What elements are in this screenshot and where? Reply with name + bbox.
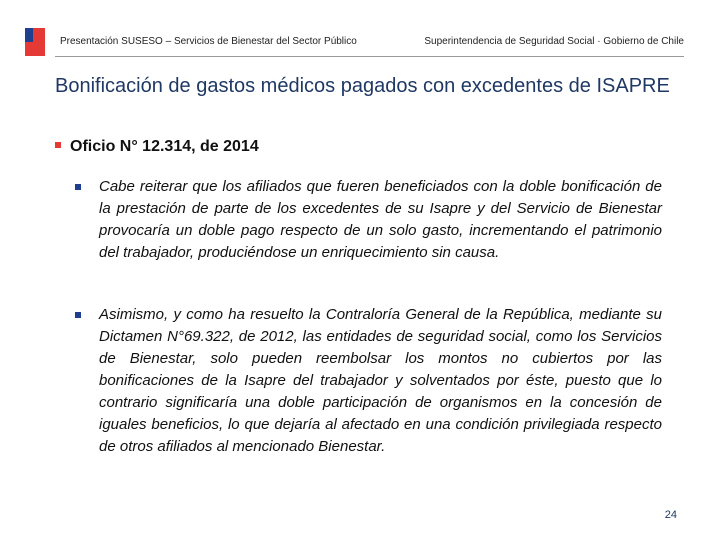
paragraph-text: Cabe reiterar que los afiliados que fueren beneficiados con la doble bonificación de la prestación de parte de los excedentes de su Isapre y del Servicio de Bienestar provocaría un doble pago respecto de un solo gasto, incrementando el patrimonio del trabajador, produciéndose un enriquecimiento sin causa. (99, 178, 662, 261)
square-bullet-icon (75, 312, 81, 318)
level1-bullet (55, 138, 259, 156)
header-left-text: Presentación SUSESO – Servicios de Bienestar del Sector Público (60, 36, 357, 47)
logo-blue-block (25, 28, 33, 42)
page-number: 24 (664, 509, 677, 521)
level1-bullet-text: Oficio N° 12.314, de 2014 (70, 138, 259, 155)
header-divider (55, 56, 684, 57)
slide-title: Bonificación de gastos médicos pagados con excedentes de ISAPRE (55, 75, 670, 97)
logo-red-bottom-block (25, 42, 45, 56)
square-bullet-icon (55, 142, 61, 148)
logo-red-top-block (33, 28, 45, 42)
bullet-paragraph-1 (99, 176, 662, 264)
paragraph-text: Asimismo, y como ha resuelto la Contraloría General de la República, mediante su Dictamen N°69.322, de 2012, las entidades de seguridad social, como los Servicios de Bienestar, solo pueden reembolsar los montos no cubiertos por las bonificaciones de la Isapre del trabajador y solventados por éste, puesto que lo contrario significaría una doble participación de organismos en la concesión de iguales beneficios, lo que dejaría al afectado en una condición privilegiada respecto de otros afiliados al mencionado Bienestar. (99, 306, 662, 455)
government-logo (25, 28, 45, 56)
square-bullet-icon (75, 184, 81, 190)
bullet-paragraph-2 (99, 304, 662, 458)
header-right-text: Superintendencia de Seguridad Social · Gobierno de Chile (424, 36, 684, 47)
